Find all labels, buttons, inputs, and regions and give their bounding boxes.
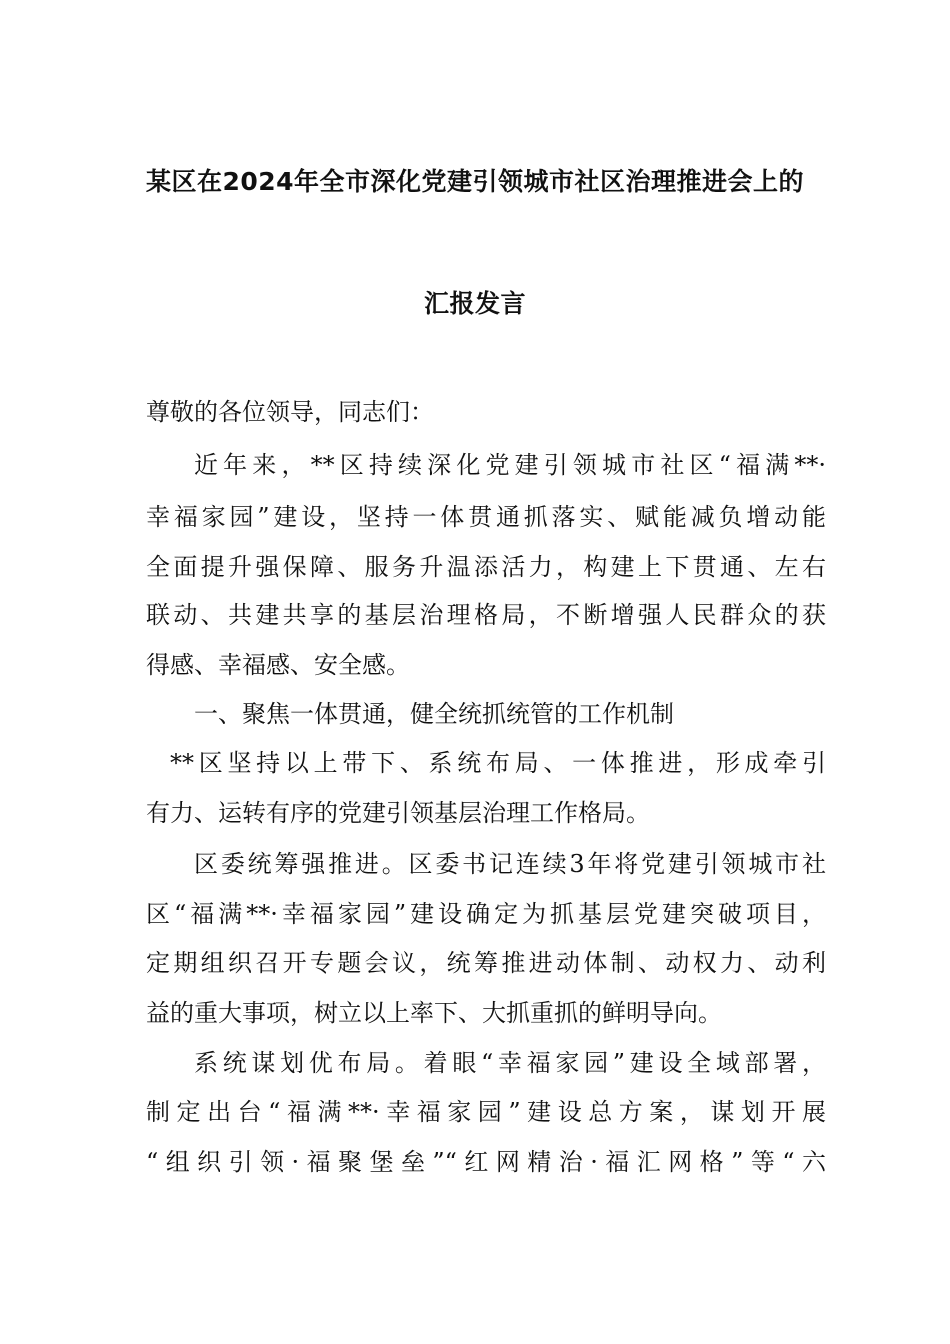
paragraph-line: 益的重大事项，树立以上率下、大抓重抓的鲜明导向。: [146, 999, 722, 1027]
paragraph-line: 幸福家园”建设，坚持一体贯通抓落实、赋能减负增动能: [146, 503, 826, 531]
paragraph-line: **区坚持以上带下、系统布局、一体推进，形成牵引: [170, 749, 826, 777]
document-title-line-2: 汇报发言: [423, 289, 526, 318]
paragraph-line: 有力、运转有序的党建引领基层治理工作格局。: [146, 799, 650, 827]
paragraph-line: 定期组织召开专题会议，统筹推进动体制、动权力、动利: [146, 949, 826, 977]
paragraph-line: 区“福满**·幸福家园”建设确定为抓基层党建突破项目，: [146, 900, 826, 928]
paragraph-line: 制定出台“福满**·幸福家园”建设总方案，谋划开展: [146, 1098, 826, 1126]
paragraph-line: 近年来，**区持续深化党建引领城市社区“福满**·: [194, 451, 826, 479]
paragraph-line: 全面提升强保障、服务升温添活力，构建上下贯通、左右: [146, 553, 826, 581]
document-title-line-1: 某区在2024年全市深化党建引领城市社区治理推进会上的: [145, 167, 805, 196]
section-heading: 一、聚焦一体贯通，健全统抓统管的工作机制: [194, 700, 674, 728]
paragraph-line: 区委统筹强推进。区委书记连续3年将党建引领城市社: [194, 850, 826, 878]
paragraph-line: 联动、共建共享的基层治理格局，不断增强人民群众的获: [146, 601, 826, 629]
salutation: 尊敬的各位领导，同志们：: [146, 398, 434, 426]
paragraph-line: 得感、幸福感、安全感。: [146, 651, 410, 679]
paragraph-line: 系统谋划优布局。着眼“幸福家园”建设全域部署，: [194, 1049, 826, 1077]
paragraph-line: “组织引领·福聚堡垒”“红网精治·福汇网格”等“六: [146, 1148, 826, 1176]
